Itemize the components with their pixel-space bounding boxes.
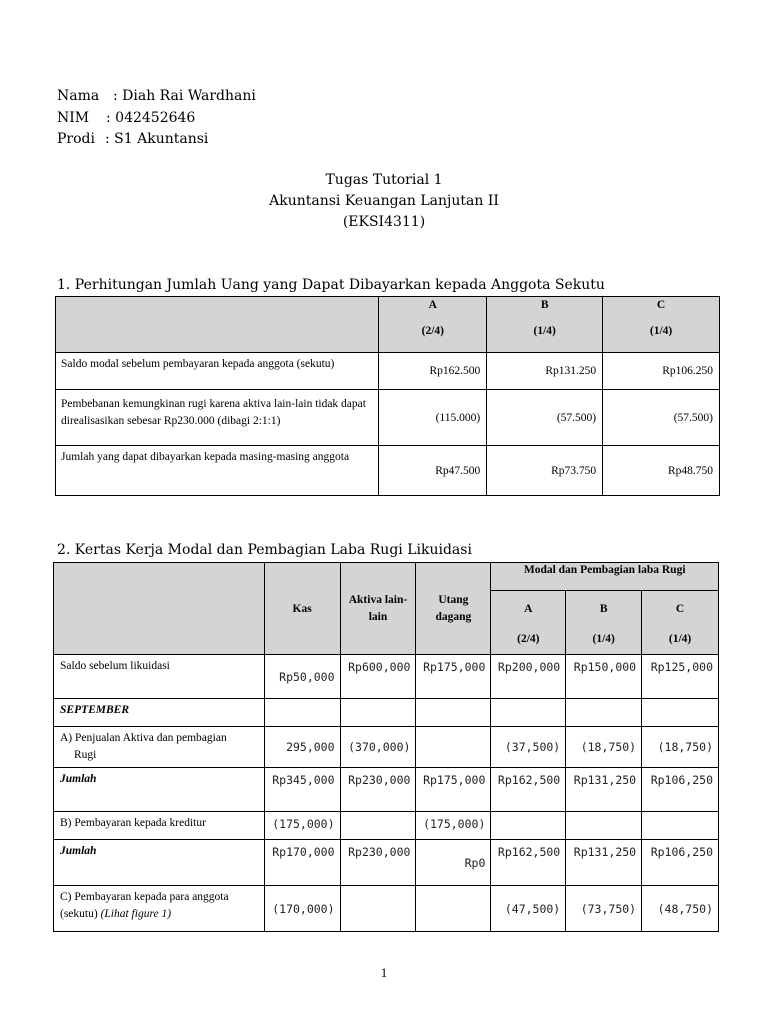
kas-value: (175,000) <box>264 812 340 840</box>
nim-label: NIM <box>57 109 90 126</box>
row-description: Saldo modal sebelum pembayaran kepada anggota (sekutu) <box>56 353 379 390</box>
partner-a-value: Rp200,000 <box>491 655 566 699</box>
section-2-heading: 2. Kertas Kerja Modal dan Pembagian Laba Rugi Likuidasi <box>57 542 472 558</box>
utang-value: Rp175,000 <box>416 655 491 699</box>
aktiva-header: Aktiva lain-lain <box>340 563 416 655</box>
column-b-header: B (1/4) <box>487 297 603 353</box>
aktiva-value <box>340 812 416 840</box>
partner-b-value: Rp131,250 <box>566 768 642 812</box>
row-description: Saldo sebelum likuidasi <box>54 655 265 699</box>
partner-a-value: Rp162,500 <box>491 768 566 812</box>
kas-value: Rp345,000 <box>264 768 340 812</box>
payment-calculation-table <box>55 296 720 496</box>
aktiva-value: (370,000) <box>340 727 416 768</box>
partner-b-value: (18,750) <box>566 727 642 768</box>
table-row <box>56 446 720 496</box>
kas-value: 295,000 <box>264 727 340 768</box>
utang-value: Rp175,000 <box>416 768 491 812</box>
column-c-header: C (1/4) <box>603 297 720 353</box>
empty-cell <box>416 699 491 727</box>
empty-cell <box>264 699 340 727</box>
table-row <box>54 840 719 886</box>
partner-b-value: (73,750) <box>566 886 642 932</box>
nama-row <box>57 86 256 108</box>
title-line-3: (EKSI4311) <box>342 214 426 230</box>
nim-row <box>57 108 256 130</box>
utang-value: (175,000) <box>416 812 491 840</box>
value-c: Rp106.250 <box>603 353 720 390</box>
value-a: Rp47.500 <box>379 446 487 496</box>
title-line-1: Tugas Tutorial 1 <box>325 172 443 188</box>
aktiva-value: Rp230,000 <box>340 768 416 812</box>
value-c: (57.500) <box>603 390 720 446</box>
value-c: Rp48.750 <box>603 446 720 496</box>
partner-a-value: Rp162,500 <box>491 840 566 886</box>
nim-value: : 042452646 <box>106 109 196 126</box>
row-description: Pembebanan kemungkinan rugi karena aktiva lain-lain tidak dapat direalisasikan sebesar Rp230.000 (dibagi 2:1:1) <box>56 390 379 446</box>
column-a-header: A (2/4) <box>379 297 487 353</box>
empty-cell <box>642 699 719 727</box>
partner-a-header: A (2/4) <box>491 591 566 655</box>
student-info <box>57 86 256 151</box>
header-blank-cell <box>56 297 379 353</box>
utang-value: Rp0 <box>416 840 491 886</box>
partner-a-value <box>491 812 566 840</box>
nama-value: : Diah Rai Wardhani <box>113 88 256 104</box>
empty-cell <box>491 699 566 727</box>
nama-label: Nama <box>57 88 100 104</box>
partner-c-value: (48,750) <box>642 886 719 932</box>
row-description: Jumlah <box>54 840 265 886</box>
empty-cell <box>566 699 642 727</box>
table-row <box>54 886 719 932</box>
partner-c-value: (18,750) <box>642 727 719 768</box>
row-description: C) Pembayaran kepada para anggota (sekutu) (Lihat figure 1) <box>54 886 265 932</box>
section-1-heading: 1. Perhitungan Jumlah Uang yang Dapat Dibayarkan kepada Anggota Sekutu <box>57 277 605 293</box>
row-description: Jumlah yang dapat dibayarkan kepada masing-masing anggota <box>56 446 379 496</box>
partner-c-value: Rp125,000 <box>642 655 719 699</box>
table-row <box>54 699 719 727</box>
kas-value: (170,000) <box>264 886 340 932</box>
partner-a-value: (47,500) <box>491 886 566 932</box>
table-row <box>54 812 719 840</box>
row-description: B) Pembayaran kepada kreditur <box>54 812 265 840</box>
value-b: Rp73.750 <box>487 446 603 496</box>
header-blank-cell <box>54 563 265 655</box>
month-label: SEPTEMBER <box>54 699 265 727</box>
table-row <box>54 768 719 812</box>
empty-cell <box>340 699 416 727</box>
table-row <box>54 727 719 768</box>
partner-c-header: C (1/4) <box>642 591 719 655</box>
partner-b-value <box>566 812 642 840</box>
worksheet-header-row-1 <box>54 563 719 591</box>
kas-header: Kas <box>264 563 340 655</box>
partner-a-value: (37,500) <box>491 727 566 768</box>
table-row <box>54 655 719 699</box>
document-title <box>0 170 768 233</box>
partner-b-header: B (1/4) <box>566 591 642 655</box>
table-row <box>56 353 720 390</box>
table-row <box>56 390 720 446</box>
kas-value: Rp170,000 <box>264 840 340 886</box>
value-a: Rp162.500 <box>379 353 487 390</box>
liquidation-worksheet-table <box>53 562 719 932</box>
prodi-row <box>57 129 256 151</box>
row-description: Jumlah <box>54 768 265 812</box>
kas-value: Rp50,000 <box>264 655 340 699</box>
utang-value <box>416 727 491 768</box>
utang-value <box>416 886 491 932</box>
utang-header: Utang dagang <box>416 563 491 655</box>
table-header-row <box>56 297 720 353</box>
partner-b-value: Rp131,250 <box>566 840 642 886</box>
value-a: (115.000) <box>379 390 487 446</box>
partner-c-value <box>642 812 719 840</box>
aktiva-value: Rp230,000 <box>340 840 416 886</box>
partner-c-value: Rp106,250 <box>642 840 719 886</box>
modal-group-header: Modal dan Pembagian laba Rugi <box>491 563 719 591</box>
partner-b-value: Rp150,000 <box>566 655 642 699</box>
value-b: (57.500) <box>487 390 603 446</box>
aktiva-value <box>340 886 416 932</box>
partner-c-value: Rp106,250 <box>642 768 719 812</box>
value-b: Rp131.250 <box>487 353 603 390</box>
page-number: 1 <box>380 965 388 980</box>
row-description: A) Penjualan Aktiva dan pembagian Rugi <box>54 727 265 768</box>
title-line-2: Akuntansi Keuangan Lanjutan II <box>269 193 499 209</box>
aktiva-value: Rp600,000 <box>340 655 416 699</box>
prodi-value: : S1 Akuntansi <box>105 131 209 147</box>
prodi-label: Prodi <box>57 131 95 147</box>
